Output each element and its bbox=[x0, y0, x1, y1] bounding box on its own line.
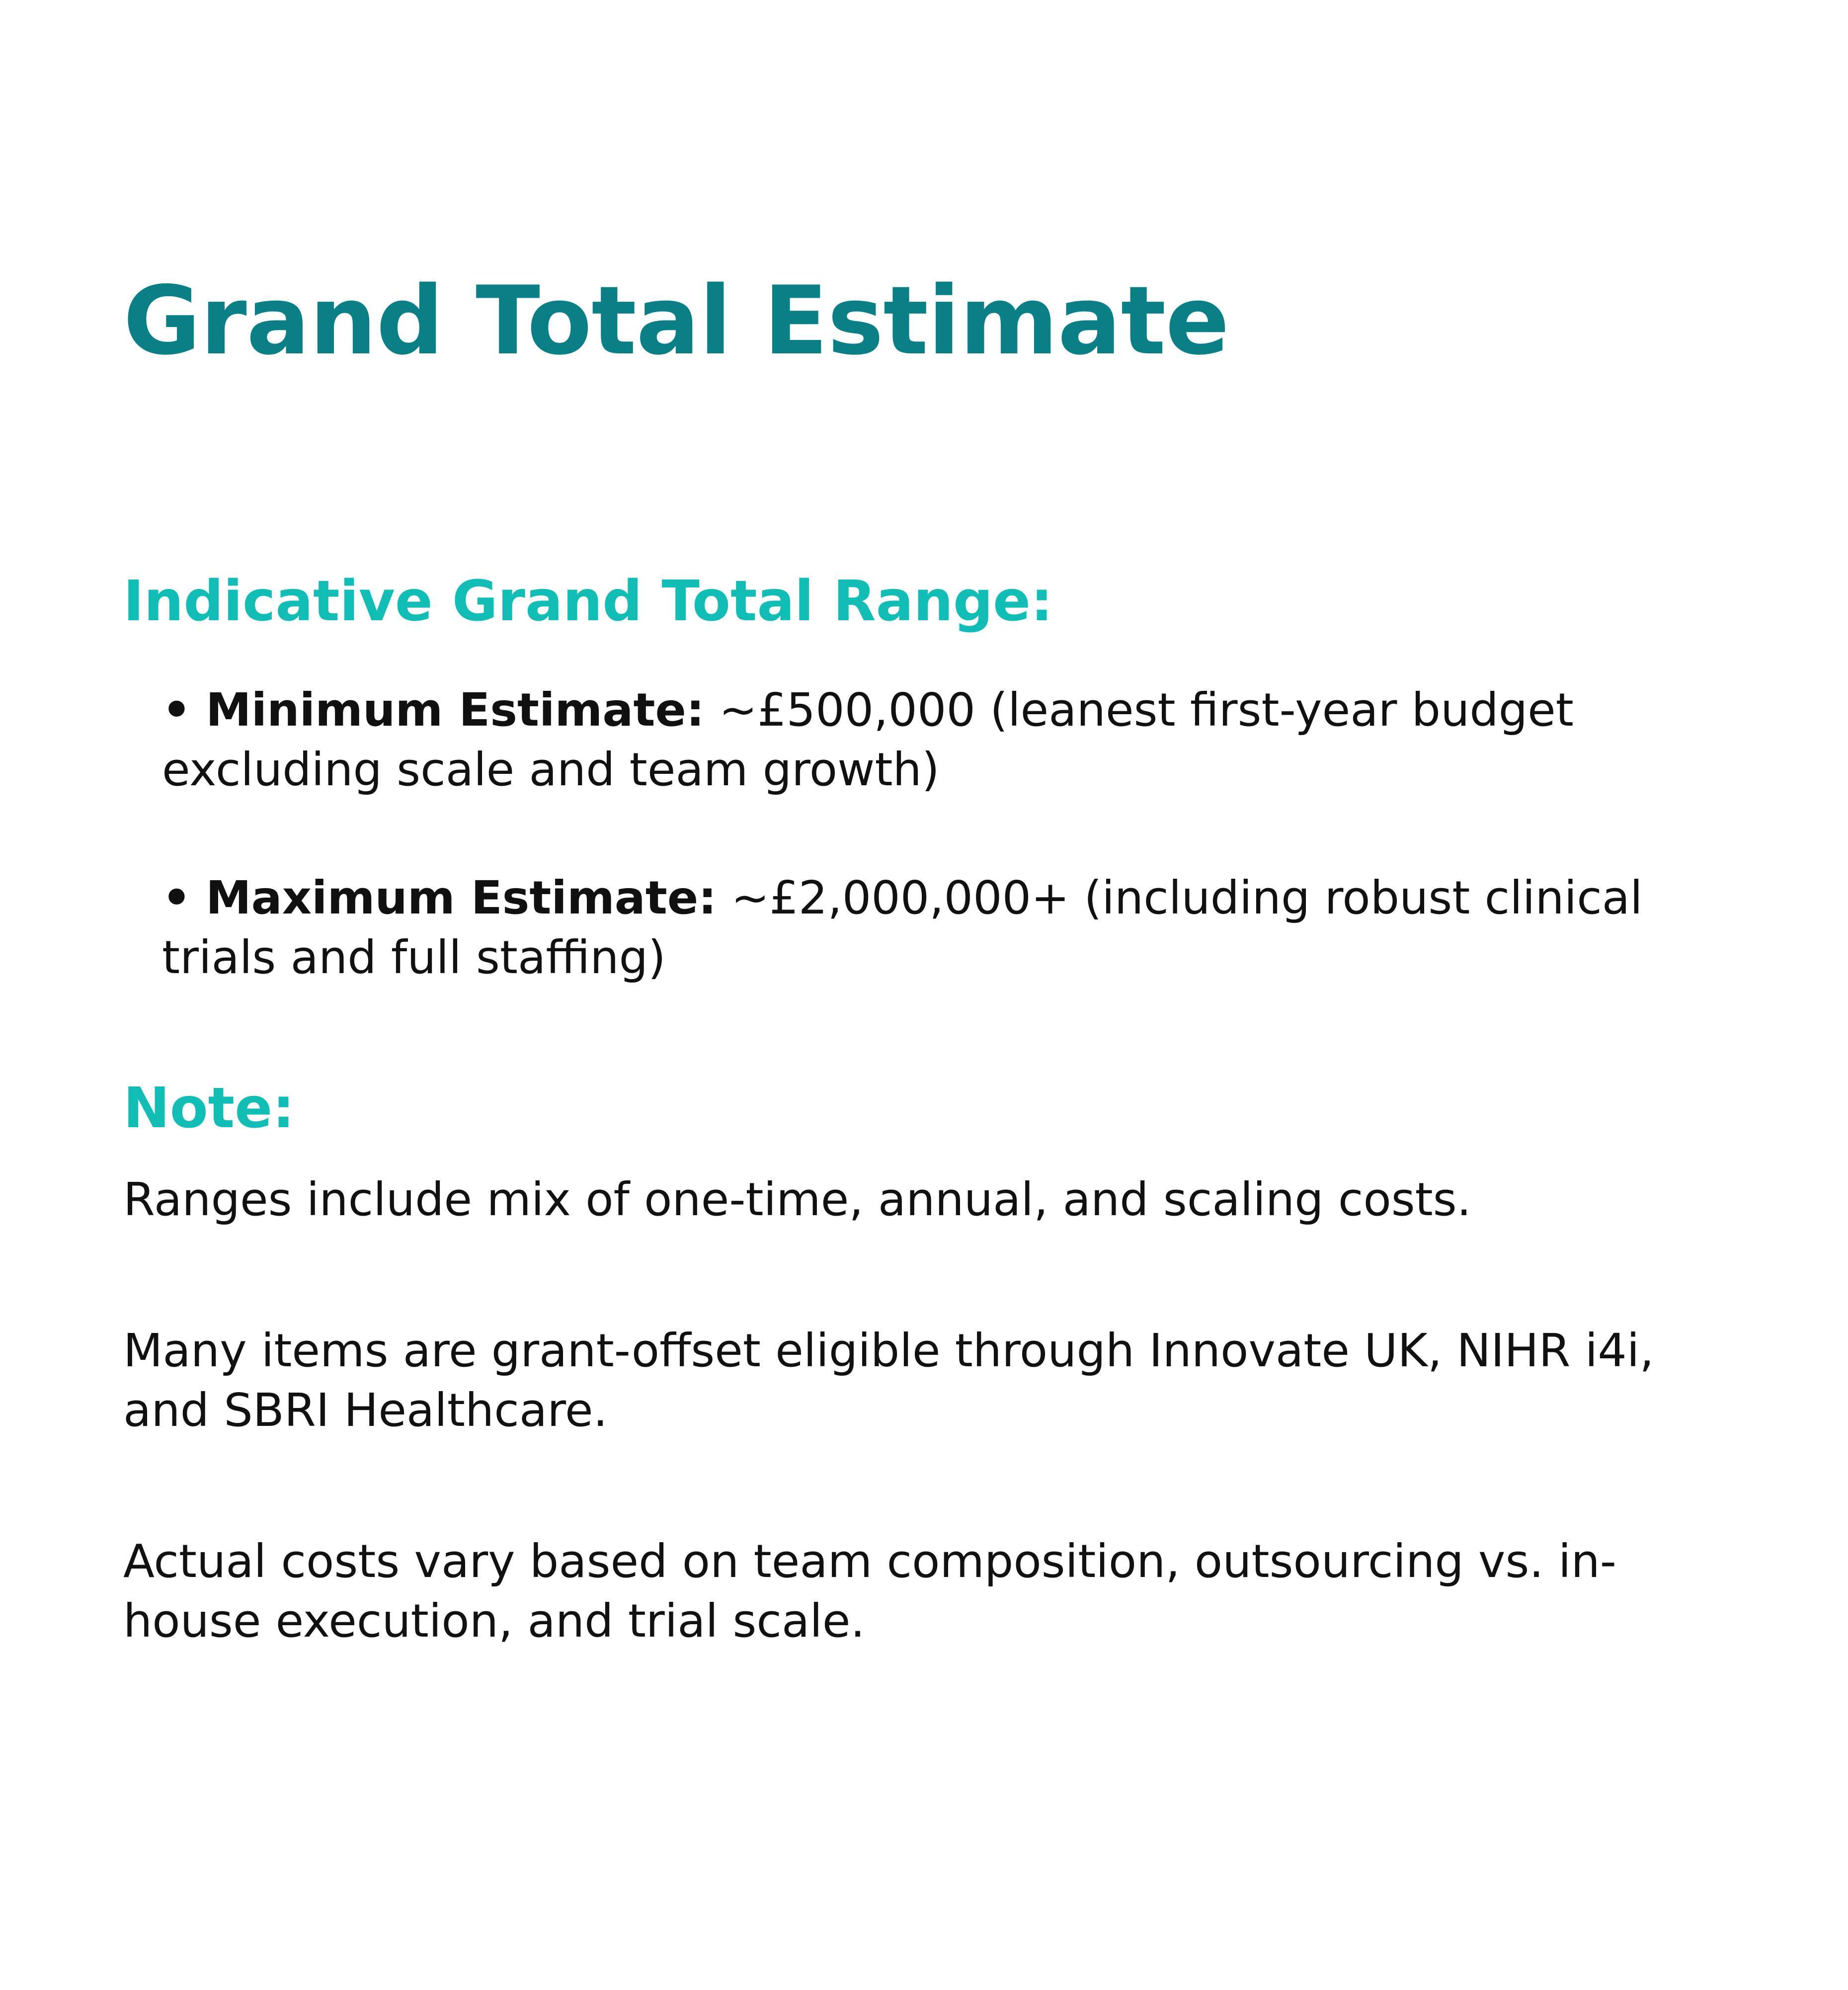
note-heading: Note: bbox=[123, 1076, 295, 1141]
note-paragraph-costs: Ranges include mix of one-time, annual, and scaling costs. bbox=[123, 1172, 1471, 1226]
page-title: Grand Total Estimate bbox=[123, 266, 1229, 376]
range-heading: Indicative Grand Total Range: bbox=[123, 569, 1053, 634]
minimum-estimate-text: ~£500,000 (leanest first-year budget excluding scale and team growth) bbox=[162, 683, 1574, 797]
document-page bbox=[123, 268, 1743, 1651]
bullet-icon: • bbox=[162, 871, 191, 925]
minimum-estimate-label: Minimum Estimate: bbox=[206, 683, 705, 737]
bullet-icon: • bbox=[162, 683, 191, 737]
list-item-minimum bbox=[162, 680, 1743, 800]
list-item-maximum bbox=[162, 868, 1743, 988]
maximum-estimate-text: ~£2,000,000+ (including robust clinical trials and full staffing) bbox=[162, 871, 1643, 985]
estimate-list bbox=[123, 680, 1743, 988]
note-paragraph-grants: Many items are grant-offset eligible through Innovate UK, NIHR i4i, and SBRI Healthcare. bbox=[123, 1324, 1654, 1437]
maximum-estimate-label: Maximum Estimate: bbox=[206, 871, 717, 925]
note-paragraph-variation: Actual costs vary based on team composition, outsourcing vs. in-house execution, and trial scale. bbox=[123, 1534, 1616, 1648]
